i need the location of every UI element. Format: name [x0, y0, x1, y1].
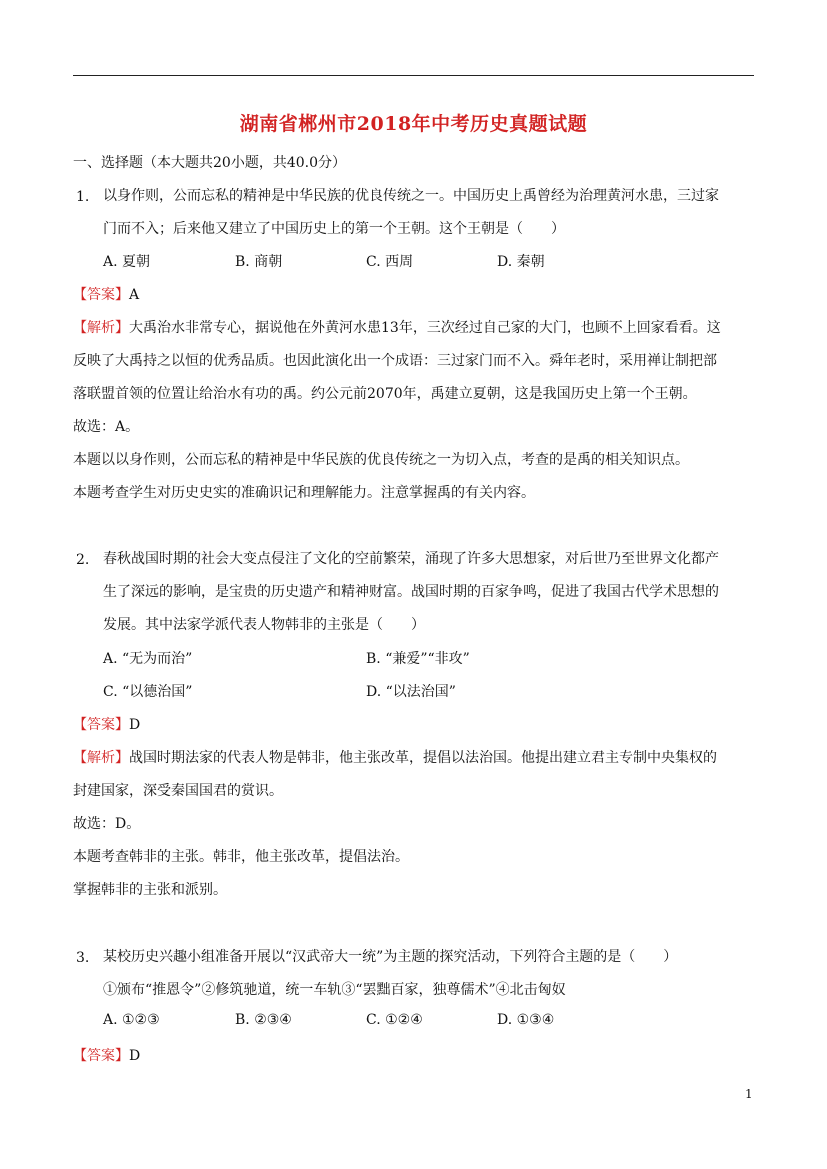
- option-d: D. “以法治国”: [366, 684, 456, 700]
- analysis-text: 大禹治水非常专心，据说他在外黄河水患13年，三次经过自己家的大门，也顾不上回家看看。这: [129, 320, 721, 336]
- answer-line: [73, 714, 140, 734]
- option-c: C. 西周: [366, 254, 414, 270]
- option-b: B. 商朝: [235, 254, 283, 270]
- answer-value: D: [129, 717, 141, 733]
- option-b: B. ②③④: [235, 1012, 292, 1028]
- analysis-text: 战国时期法家的代表人物是韩非，他主张改革，提倡以法治国。他提出建立君主专制中央集权的: [129, 750, 717, 766]
- analysis-line: [73, 317, 721, 337]
- option-a: A. ①②③: [103, 1012, 160, 1028]
- question-number: 1.: [76, 189, 90, 205]
- analysis-text: 落联盟首领的位置让给治水有功的禹。约公元前2070年，禹建立夏朝，这是我国历史上第一个王朝。: [73, 386, 697, 402]
- section-heading: 一、选择题（本大题共20小题，共40.0分）: [73, 155, 346, 171]
- note-line: 本题考查韩非的主张。韩非，他主张改革，提倡法治。: [73, 849, 409, 865]
- option-b: B. “兼爱”“非攻”: [366, 651, 470, 667]
- question-stem-line: 生了深远的影响，是宝贵的历史遗产和精神财富。战国时期的百家争鸣，促进了我国古代学术思想的: [103, 584, 719, 600]
- answer-tag: 【答案】: [73, 717, 129, 733]
- question-number: 2.: [76, 552, 90, 568]
- question-stem-line: ①颁布“推恩令”②修筑驰道，统一车轨③“罢黜百家，独尊儒术”④北击匈奴: [103, 982, 566, 998]
- answer-tag: 【答案】: [73, 287, 129, 303]
- answer-line: [73, 1045, 140, 1065]
- analysis-text: 反映了大禹持之以恒的优秀品质。也因此演化出一个成语：三过家门而不入。舜年老时，采用禅让制把部: [73, 353, 717, 369]
- header-rule: [73, 75, 754, 76]
- answer-line: [73, 284, 139, 304]
- question-stem-line: 以身作则，公而忘私的精神是中华民族的优良传统之一。中国历史上禹曾经为治理黄河水患，三过家: [103, 188, 719, 204]
- page-title: 湖南省郴州市2018年中考历史真题试题: [239, 113, 588, 135]
- page-number: 1: [745, 1087, 753, 1101]
- answer-tag: 【答案】: [73, 1048, 129, 1064]
- answer-value: A: [129, 287, 140, 303]
- option-a: A. 夏朝: [103, 254, 151, 270]
- option-d: D. 秦朝: [497, 254, 545, 270]
- analysis-line: [73, 747, 717, 767]
- note-line: 故选：D。: [73, 816, 141, 832]
- note-line: 故选：A。: [73, 419, 140, 435]
- note-line: 本题以以身作则，公而忘私的精神是中华民族的优良传统之一为切入点，考查的是禹的相关知识点。: [73, 452, 689, 468]
- option-c: C. ①②④: [366, 1012, 423, 1028]
- note-line: 本题考查学生对历史史实的准确识记和理解能力。注意掌握禹的有关内容。: [73, 485, 535, 501]
- analysis-tag: 【解析】: [73, 750, 129, 766]
- question-stem-line: 某校历史兴趣小组准备开展以“汉武帝大一统”为主题的探究活动，下列符合主题的是（ ）: [103, 949, 678, 965]
- option-a: A. “无为而治”: [103, 651, 193, 667]
- question-number: 3.: [76, 950, 90, 966]
- note-line: 掌握韩非的主张和派别。: [73, 882, 227, 898]
- question-stem-line: 门而不入；后来他又建立了中国历史上的第一个王朝。这个王朝是（ ）: [103, 221, 565, 237]
- analysis-tag: 【解析】: [73, 320, 129, 336]
- analysis-text: 封建国家，深受秦国国君的赏识。: [73, 783, 283, 799]
- option-c: C. “以德治国”: [103, 684, 193, 700]
- option-d: D. ①③④: [497, 1012, 555, 1028]
- question-stem-line: 发展。其中法家学派代表人物韩非的主张是（ ）: [103, 617, 425, 633]
- answer-value: D: [129, 1048, 141, 1064]
- question-stem-line: 春秋战国时期的社会大变点侵注了文化的空前繁荣，涌现了许多大思想家，对后世乃至世界文化都产: [103, 551, 719, 567]
